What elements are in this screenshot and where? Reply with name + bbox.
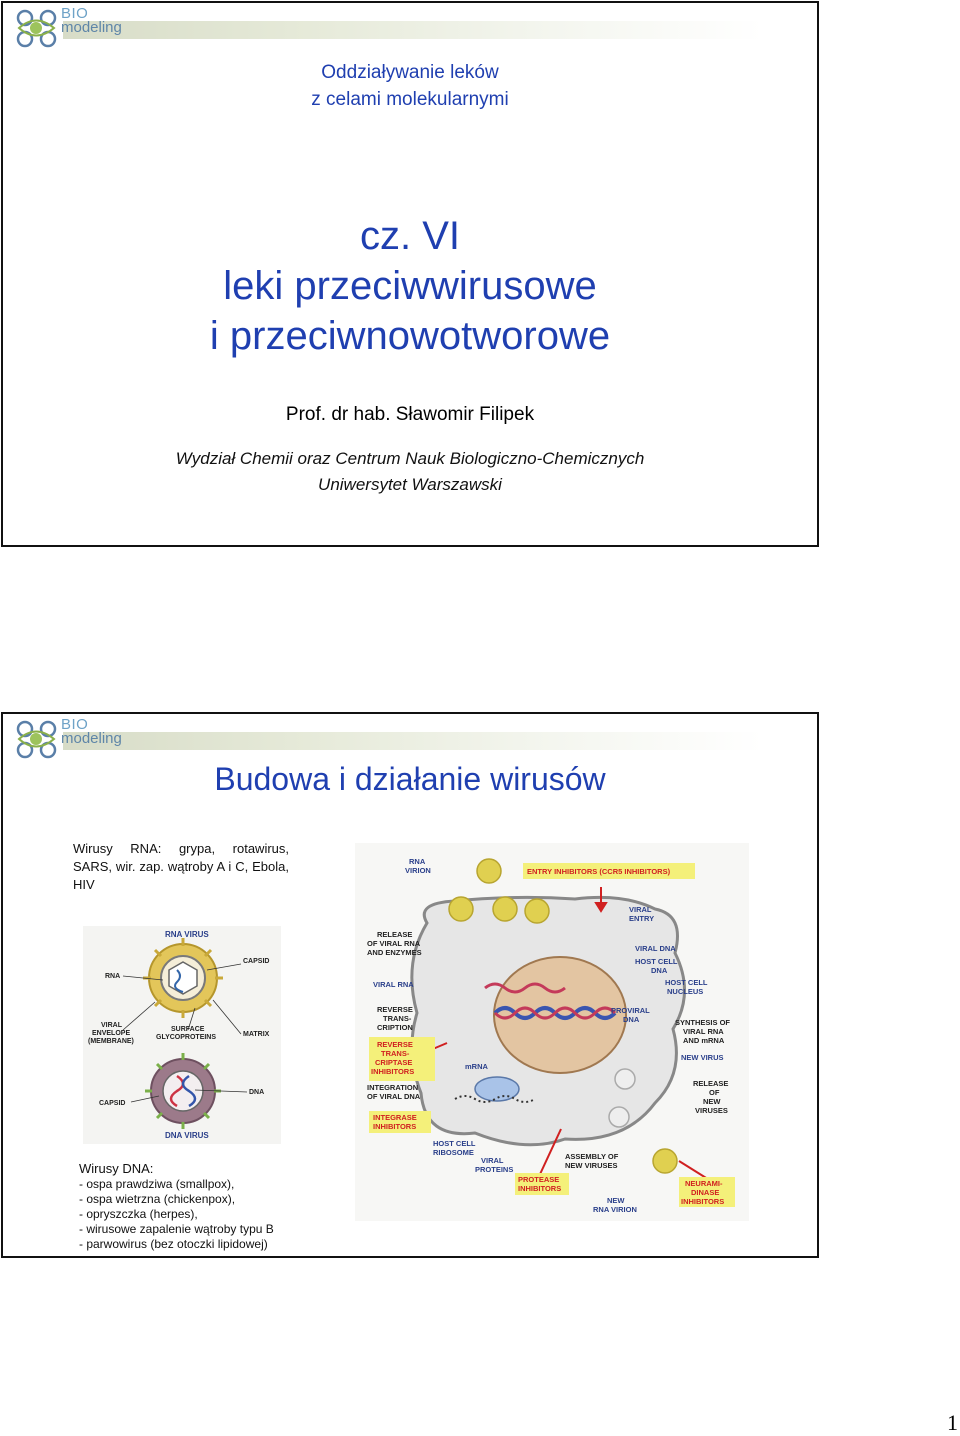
label-viral-entry-1: VIRAL bbox=[629, 905, 652, 914]
dna-virus-item: - opryszczka (herpes), bbox=[79, 1207, 198, 1221]
label-ribosome-1: HOST CELL bbox=[433, 1139, 476, 1148]
label-rna-virion-2: VIRION bbox=[405, 866, 431, 875]
label-synth-1: SYNTHESIS OF bbox=[675, 1018, 731, 1027]
label-release-v-3: NEW bbox=[703, 1097, 721, 1106]
label-new-rna-1: NEW bbox=[607, 1196, 625, 1205]
logo-line2: modeling bbox=[61, 19, 122, 36]
dna-virus-particle bbox=[145, 1053, 221, 1129]
label-ii-2: INHIBITORS bbox=[373, 1122, 417, 1131]
label-surface-2: GLYCOPROTEINS bbox=[156, 1034, 217, 1041]
label-host-dna-1: HOST CELL bbox=[635, 957, 678, 966]
label-new-virus: NEW VIRUS bbox=[681, 1053, 724, 1062]
label-release-v-2: OF bbox=[709, 1088, 720, 1097]
label-ni-2: DINASE bbox=[691, 1188, 720, 1197]
slide-header-bar bbox=[3, 3, 817, 45]
label-pi-2: INHIBITORS bbox=[518, 1184, 562, 1193]
virus-structure-diagram bbox=[83, 926, 281, 1144]
affiliation-line1: Wydział Chemii oraz Centrum Nauk Biologiczno-Chemicznych bbox=[175, 449, 645, 468]
label-ribosome-2: RIBOSOME bbox=[433, 1148, 474, 1157]
label-ni-1: NEURAMI- bbox=[685, 1179, 723, 1188]
label-host-nucleus-2: NUCLEUS bbox=[667, 987, 704, 996]
dna-viruses-text bbox=[79, 1160, 339, 1252]
label-rt-3: CRIPTION bbox=[377, 1023, 413, 1032]
label-viral-entry-2: ENTRY bbox=[629, 914, 655, 923]
label-release-3: AND ENZYMES bbox=[367, 948, 422, 957]
label-mrna: mRNA bbox=[465, 1062, 488, 1071]
author: Prof. dr hab. Sławomir Filipek bbox=[285, 404, 535, 425]
label-rna: RNA bbox=[105, 973, 121, 980]
logo-line2: modeling bbox=[61, 730, 122, 747]
label-entry-inhibitors: ENTRY INHIBITORS (CCR5 INHIBITORS) bbox=[527, 867, 671, 876]
label-rti-3: CRIPTASE bbox=[375, 1058, 413, 1067]
bio-modeling-logo-icon bbox=[13, 718, 61, 762]
label-capsid-2: CAPSID bbox=[99, 1100, 126, 1107]
label-release-1: RELEASE bbox=[377, 930, 413, 939]
subtitle-line2: z celami molekularnymi bbox=[311, 89, 509, 110]
label-matrix: MATRIX bbox=[243, 1031, 270, 1038]
label-host-dna-2: DNA bbox=[651, 966, 668, 975]
slide1-subtitle bbox=[3, 59, 817, 113]
label-synth-3: AND mRNA bbox=[683, 1036, 725, 1045]
subtitle-line1: Oddziaływanie leków bbox=[321, 62, 499, 83]
label-rti-2: TRANS- bbox=[381, 1049, 410, 1058]
label-assembly-2: NEW VIRUSES bbox=[565, 1161, 618, 1170]
label-proviral-1: PROVIRAL bbox=[611, 1006, 650, 1015]
label-host-nucleus-1: HOST CELL bbox=[665, 978, 708, 987]
title-line1: leki przeciwwirusowe bbox=[223, 264, 597, 308]
header-gradient bbox=[63, 21, 763, 39]
dna-virus-item: - wirusowe zapalenie wątroby typu B bbox=[79, 1222, 274, 1236]
slide2-title: Budowa i działanie wirusów bbox=[214, 761, 606, 797]
label-rt-1: REVERSE bbox=[377, 1005, 413, 1014]
label-integration-2: OF VIRAL DNA bbox=[367, 1092, 421, 1101]
label-envelope-3: (MEMBRANE) bbox=[88, 1038, 134, 1045]
label-dna: DNA bbox=[249, 1089, 265, 1096]
label-ii-1: INTEGRASE bbox=[373, 1113, 417, 1122]
label-assembly-1: ASSEMBLY OF bbox=[565, 1152, 619, 1161]
label-new-rna-2: RNA VIRION bbox=[593, 1205, 637, 1214]
slide-header-bar bbox=[3, 714, 817, 756]
affiliation-line2: Uniwersytet Warszawski bbox=[318, 475, 502, 494]
label-release-v-4: VIRUSES bbox=[695, 1106, 728, 1115]
title-slide bbox=[1, 1, 819, 547]
label-rna-virus: RNA VIRUS bbox=[165, 930, 209, 939]
dna-viruses-heading: Wirusy DNA: bbox=[79, 1161, 154, 1176]
page-number: 1 bbox=[947, 1410, 958, 1435]
hiv-lifecycle-diagram bbox=[355, 843, 749, 1221]
dna-virus-item: - ospa prawdziwa (smallpox), bbox=[79, 1177, 235, 1191]
logo-line1: BIO bbox=[61, 5, 89, 22]
label-release-2: OF VIRAL RNA bbox=[367, 939, 421, 948]
logo-text bbox=[61, 717, 131, 757]
label-vproteins-2: PROTEINS bbox=[475, 1165, 514, 1174]
virus-structure-slide bbox=[1, 712, 819, 1258]
label-viral-rna: VIRAL RNA bbox=[373, 980, 414, 989]
logo-text bbox=[61, 6, 131, 46]
label-release-v-1: RELEASE bbox=[693, 1079, 729, 1088]
hiv-lifecycle-figure bbox=[355, 843, 749, 1221]
label-viral-dna: VIRAL DNA bbox=[635, 944, 676, 953]
label-envelope-2: ENVELOPE bbox=[92, 1030, 131, 1037]
rna-virus-particle bbox=[143, 938, 223, 1018]
dna-virus-item: - parwowirus (bez otoczki lipidowej) bbox=[79, 1237, 268, 1251]
label-ni-3: INHIBITORS bbox=[681, 1197, 725, 1206]
slide1-main-title bbox=[3, 211, 817, 361]
label-rt-2: TRANS- bbox=[383, 1014, 412, 1023]
bio-modeling-logo-icon bbox=[13, 7, 61, 51]
label-rti-4: INHIBITORS bbox=[371, 1067, 415, 1076]
label-pi-1: PROTEASE bbox=[518, 1175, 560, 1184]
header-gradient bbox=[63, 732, 763, 750]
label-synth-2: VIRAL RNA bbox=[683, 1027, 724, 1036]
label-dna-virus: DNA VIRUS bbox=[165, 1131, 209, 1140]
dna-virus-item: - ospa wietrzna (chickenpox), bbox=[79, 1192, 236, 1206]
virus-structure-figure bbox=[83, 926, 281, 1144]
part-label: cz. VI bbox=[359, 214, 461, 258]
affiliation bbox=[3, 446, 817, 498]
label-rna-virion-1: RNA bbox=[409, 857, 426, 866]
label-capsid: CAPSID bbox=[243, 958, 270, 965]
label-rti-1: REVERSE bbox=[377, 1040, 413, 1049]
rna-viruses-text: Wirusy RNA: grypa, rotawirus, SARS, wir. zap. wątroby A i C, Ebola, HIV bbox=[73, 841, 289, 892]
label-surface-1: SURFACE bbox=[171, 1026, 205, 1033]
label-envelope-1: VIRAL bbox=[101, 1022, 122, 1029]
label-vproteins-1: VIRAL bbox=[481, 1156, 504, 1165]
title-line2: i przeciwnowotworowe bbox=[209, 314, 611, 358]
label-proviral-2: DNA bbox=[623, 1015, 640, 1024]
label-integration-1: INTEGRATION bbox=[367, 1083, 419, 1092]
logo-line1: BIO bbox=[61, 716, 89, 733]
